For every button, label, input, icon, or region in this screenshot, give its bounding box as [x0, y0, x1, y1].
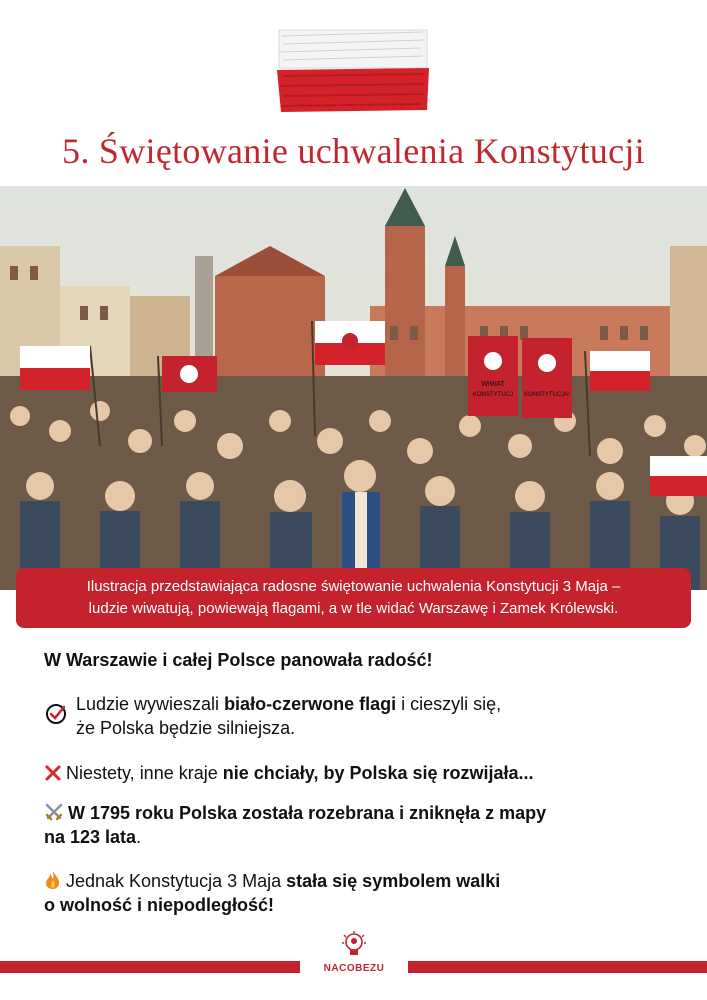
lightbulb-logo-icon: [341, 930, 367, 958]
flags-text-pre: Ludzie wywieszali: [76, 694, 225, 714]
polish-flag-graphic: [273, 26, 433, 116]
symbol-text-bold: stała się symbolem walki: [286, 871, 501, 891]
partition-text-bold: W 1795 roku Polska została rozebrana i zniknęła z mapy: [68, 803, 547, 823]
partition-text-bold-2: na 123 lata: [44, 827, 137, 847]
red-cross-icon: [44, 764, 62, 782]
page-title: 5. Świętowanie uchwalenia Konstytucji: [62, 131, 645, 171]
flags-text-bold: biało-czerwone flagi: [224, 694, 397, 714]
footer-logo: [320, 930, 388, 976]
partition-text-post: .: [136, 827, 142, 847]
headline-paragraph: W Warszawie i całej Polsce panowała radość!: [44, 650, 433, 670]
symbol-paragraph: [44, 869, 664, 917]
others-paragraph: [44, 761, 664, 785]
others-text-pre: Niestety, inne kraje: [66, 763, 223, 783]
flags-text-post: i cieszyli się,: [396, 694, 502, 714]
symbol-text-pre: Jednak Konstytucja 3 Maja: [66, 871, 287, 891]
checkmark-circle-icon: [44, 702, 68, 726]
footer-bar-right: [408, 961, 707, 973]
illustration-caption: [16, 568, 691, 628]
caption-line-2: ludzie wiwatują, powiewają flagami, a w tle widać Warszawę i Zamek Królewski.: [88, 600, 619, 617]
banner-right-text: KONSTYTUCJA!: [524, 392, 570, 398]
fire-icon: [44, 870, 62, 890]
footer-bar-left: [0, 961, 300, 973]
logo-text: NACOBEZU: [323, 963, 385, 974]
partition-paragraph: [44, 801, 664, 849]
flags-text-line2: że Polska będzie silniejsza.: [76, 718, 296, 738]
symbol-text-bold-2: o wolność i niepodległość!: [44, 895, 275, 915]
banner-left-text-2: KONSTYTUCJ: [472, 392, 514, 398]
crossed-swords-icon: [44, 802, 64, 822]
celebration-illustration: [0, 186, 707, 590]
others-text-bold: nie chciały, by Polska się rozwijała...: [222, 763, 534, 783]
caption-line-1: Ilustracja przedstawiająca radosne świętowanie uchwalenia Konstytucji 3 Maja –: [86, 578, 621, 595]
banner-left-text: WIWAT: [481, 381, 505, 388]
